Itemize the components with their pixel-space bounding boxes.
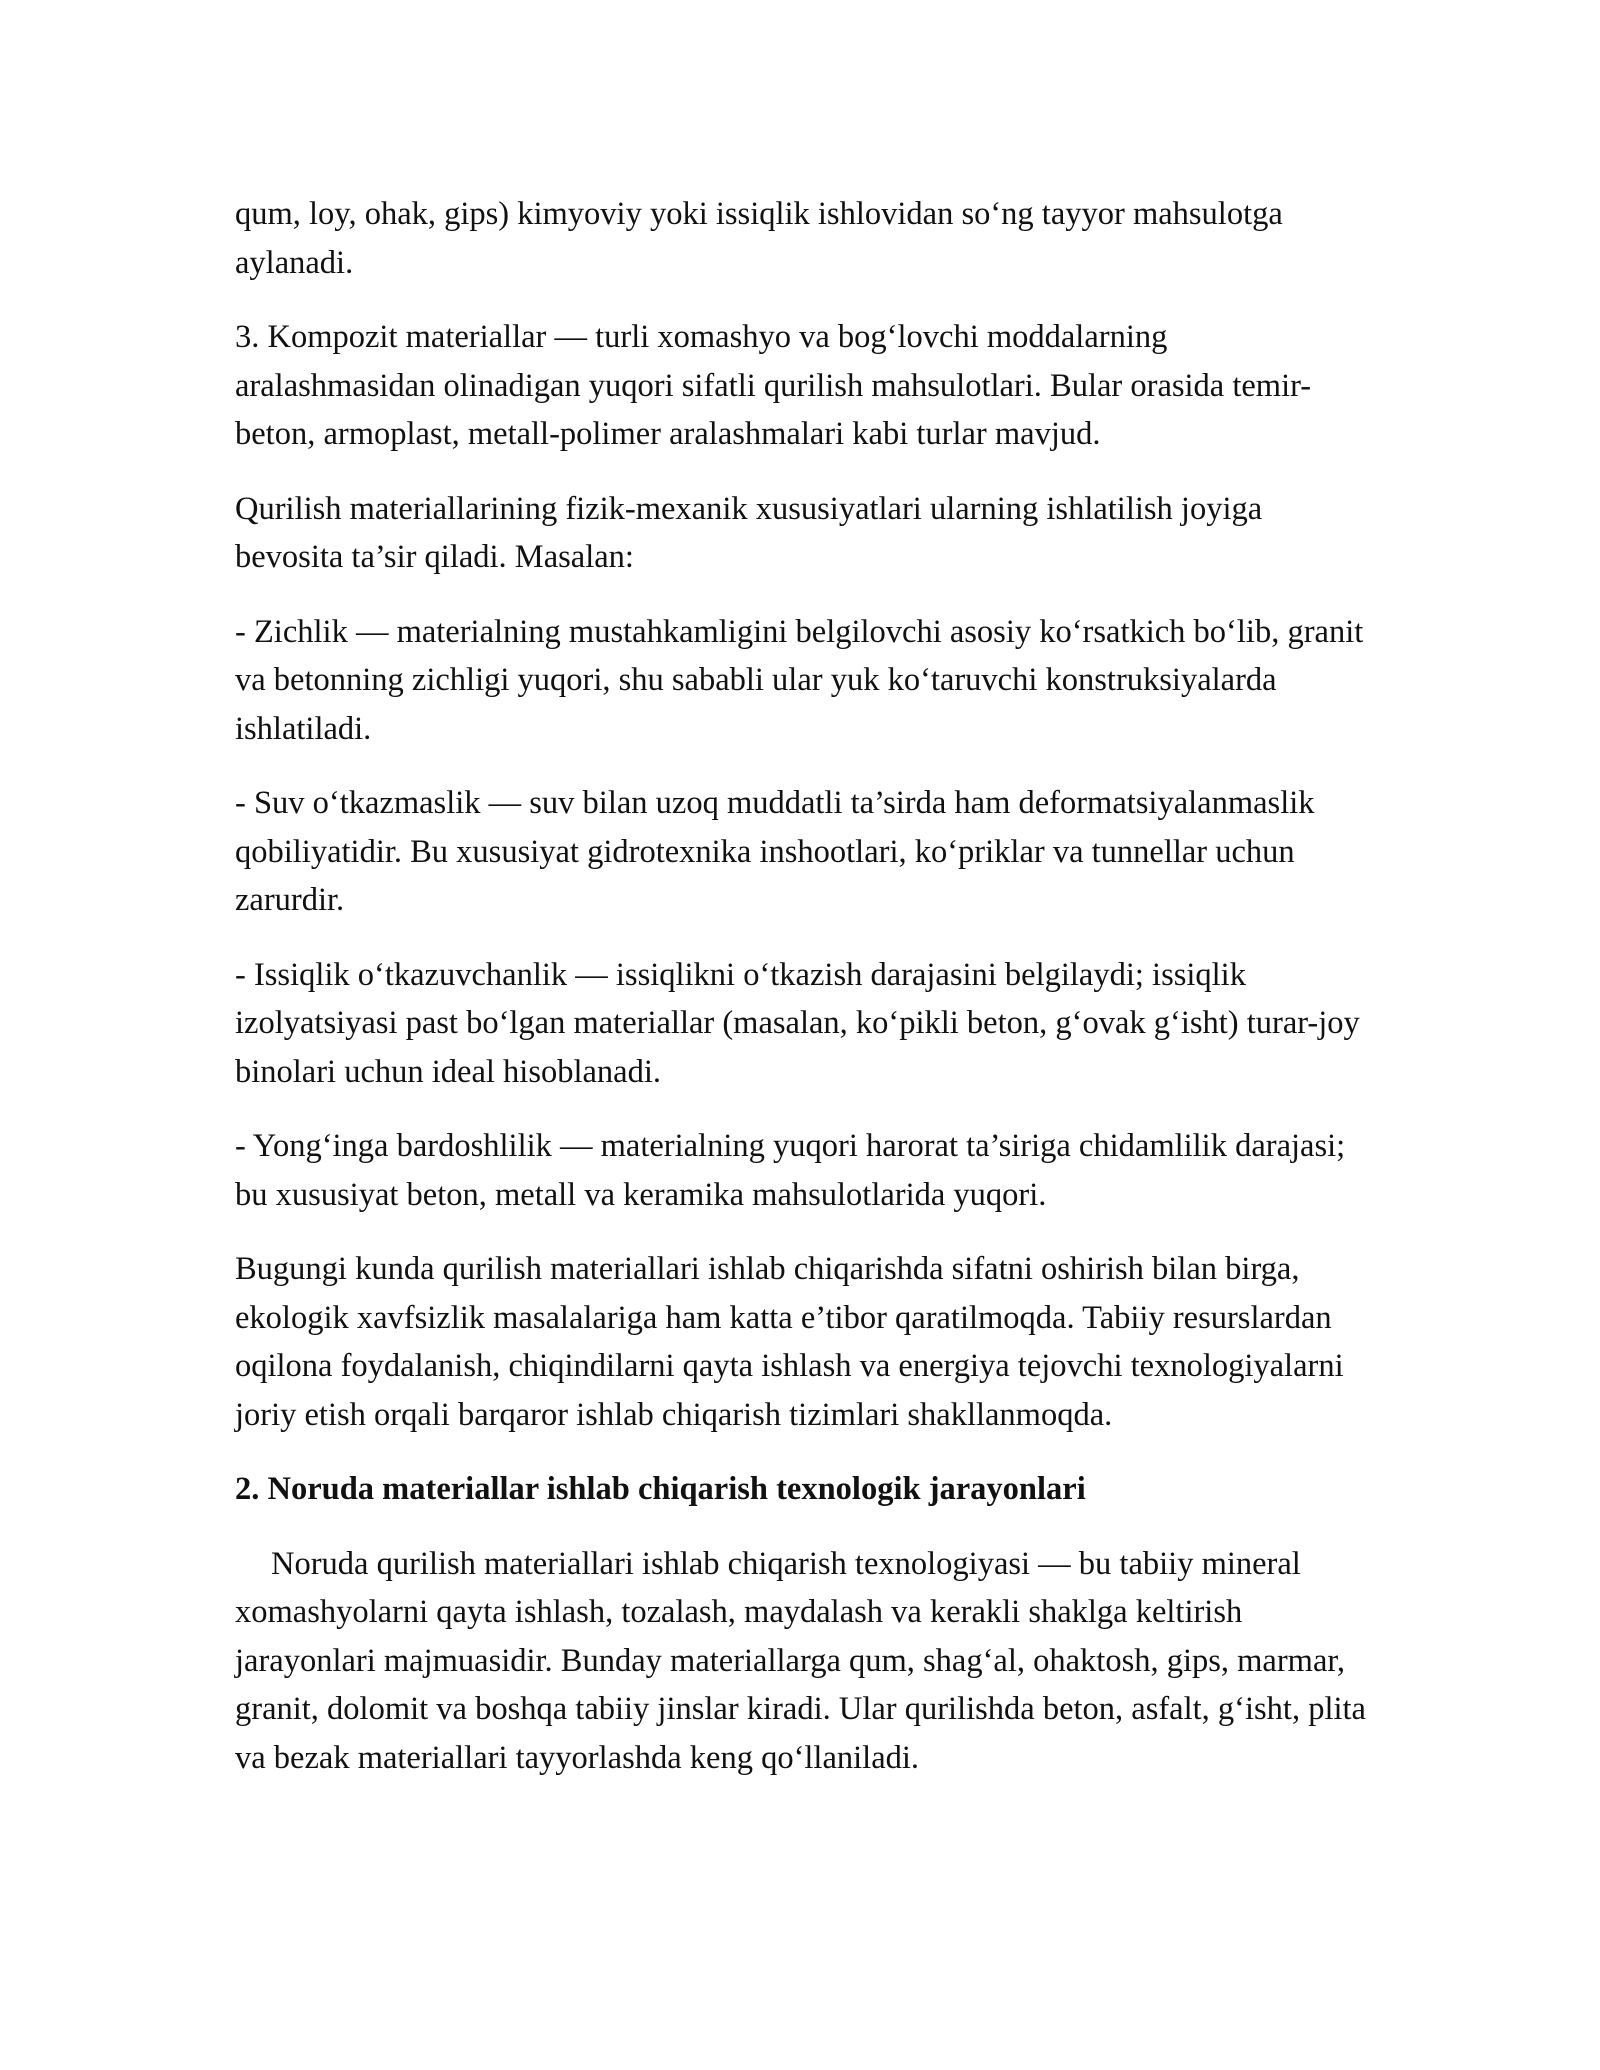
section-heading: 2. Noruda materiallar ishlab chiqarish texnologik jarayonlari	[235, 1471, 1086, 1507]
document-page	[235, 190, 1370, 1808]
paragraph-composite-materials: 3. Kompozit materiallar — turli xomashyo va bog‘lovchi moddalarning aralashmasidan olinadigan yuqori sifatli qurilish mahsulotlari. Bular orasida temir-beton, armoplast, metall-polimer aralashmalari kabi turlar mavjud.	[235, 319, 1312, 452]
paragraph-properties-intro: Qurilish materiallarining fizik-mexanik xususiyatlari ularning ishlatilish joyiga bevosita ta’sir qiladi. Masalan:	[235, 490, 1263, 575]
list-item-thermal-conductivity: - Issiqlik o‘tkazuvchanlik — issiqlikni o‘tkazish darajasini belgilaydi; issiqlik izolyatsiyasi past bo‘lgan materiallar (masalan, ko‘pikli beton, g‘ovak g‘isht) turar-joy binolari uchun ideal hisoblanadi.	[235, 956, 1360, 1090]
paragraph-ecology: Bugungi kunda qurilish materiallari ishlab chiqarishda sifatni oshirish bilan birga, ekologik xavfsizlik masalalariga ham katta e’tibor qaratilmoqda. Tabiiy resurslardan oqilona foydalanish, chiqindilarni qayta ishlash va energiya tejovchi texnologiyalarni joriy etish orqali barqaror ishlab chiqarish tizimlari shakllanmoqda.	[235, 1251, 1344, 1433]
list-item-density: - Zichlik — materialning mustahkamligini belgilovchi asosiy ko‘rsatkich bo‘lib, granit va betonning zichligi yuqori, shu sababli ular yuk ko‘taruvchi konstruksiyalarda ishlatiladi.	[235, 613, 1364, 747]
list-item-water-resistance: - Suv o‘tkazmaslik — suv bilan uzoq muddatli ta’sirda ham deformatsiyalanmaslik qobiliyatidir. Bu xususiyat gidrotexnika inshootlari, ko‘priklar va tunnellar uchun zarurdir.	[235, 785, 1315, 918]
paragraph-continuation: qum, loy, ohak, gips) kimyoviy yoki issiqlik ishlovidan so‘ng tayyor mahsulotga aylanadi.	[235, 196, 1283, 281]
paragraph-section-body: Noruda qurilish materiallari ishlab chiqarish texnologiyasi — bu tabiiy mineral xomashyolarni qayta ishlash, tozalash, maydalash va kerakli shaklga keltirish jarayonlari majmuasidir. Bunday materiallarga qum, shag‘al, ohaktosh, gips, marmar, granit, dolomit va boshqa tabiiy jinslar kiradi. Ular qurilishda beton, asfalt, g‘isht, plita va bezak materiallari tayyorlashda keng qo‘llaniladi.	[235, 1545, 1366, 1776]
list-item-fire-resistance: - Yong‘inga bardoshlilik — materialning yuqori harorat ta’siriga chidamlilik darajasi; bu xususiyat beton, metall va keramika mahsulotlarida yuqori.	[235, 1128, 1346, 1213]
